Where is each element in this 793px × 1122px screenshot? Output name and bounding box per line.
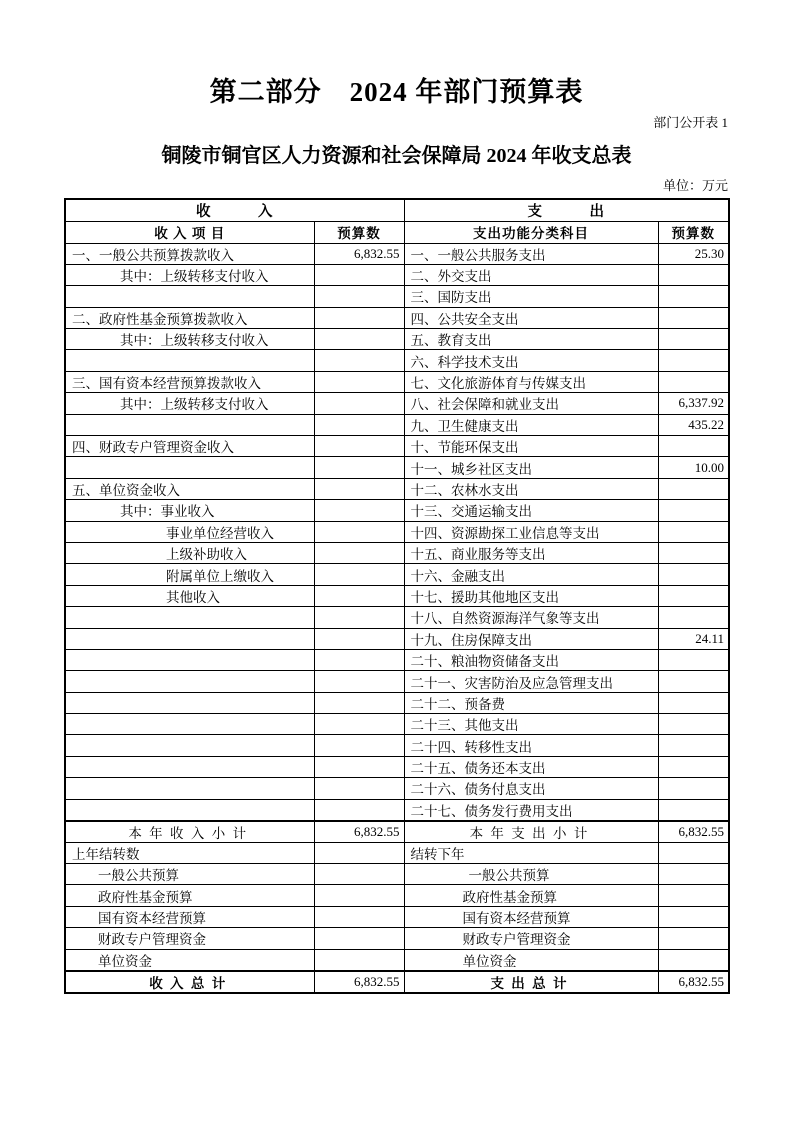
table-row [65, 393, 729, 414]
table-row [65, 928, 729, 949]
expense-budget-value: 6,832.55 [658, 821, 729, 843]
income-item-label: 单位资金 [65, 949, 314, 971]
income-item-label [65, 457, 314, 478]
unit-note: 单位：万元 [662, 178, 728, 193]
income-budget-value [314, 264, 404, 285]
income-budget-value [314, 564, 404, 585]
expense-budget-value [658, 329, 729, 350]
expense-budget-value [658, 585, 729, 606]
income-item-label [65, 286, 314, 307]
income-budget-value [314, 885, 404, 906]
income-item-label: 财政专户管理资金 [65, 928, 314, 949]
expense-item-label: 九、卫生健康支出 [404, 414, 658, 435]
expense-budget-value: 435.22 [658, 414, 729, 435]
expense-item-label: 十二、农林水支出 [404, 478, 658, 499]
table-row [65, 585, 729, 606]
table-row [65, 692, 729, 713]
expense-budget-value [658, 307, 729, 328]
expense-budget-value [658, 692, 729, 713]
income-budget-value [314, 842, 404, 863]
expense-item-header: 支出功能分类科目 [404, 222, 658, 244]
expense-budget-value [658, 778, 729, 799]
table-row [65, 607, 729, 628]
expense-budget-value [658, 607, 729, 628]
income-budget-value [314, 671, 404, 692]
income-item-label: 政府性基金预算 [65, 885, 314, 906]
expense-budget-value [658, 264, 729, 285]
income-item-label: 附属单位上缴收入 [65, 564, 314, 585]
table-section-header-row [65, 199, 729, 222]
income-item-label [65, 799, 314, 821]
expense-budget-value [658, 842, 729, 863]
income-item-label: 其中：事业收入 [65, 500, 314, 521]
income-item-label [65, 778, 314, 799]
income-budget-value [314, 436, 404, 457]
expense-budget-value [658, 564, 729, 585]
income-budget-value [314, 692, 404, 713]
income-item-label: 上级补助收入 [65, 542, 314, 563]
table-row [65, 542, 729, 563]
expense-budget-value [658, 949, 729, 971]
income-budget-value [314, 607, 404, 628]
table-row [65, 457, 729, 478]
income-item-label: 五、单位资金收入 [65, 478, 314, 499]
table-row [65, 714, 729, 735]
table-row [65, 371, 729, 392]
expense-item-label: 十七、援助其他地区支出 [404, 585, 658, 606]
expense-item-label: 本 年 支 出 小 计 [404, 821, 658, 843]
income-budget-value [314, 649, 404, 670]
income-item-label: 一般公共预算 [65, 864, 314, 885]
expense-budget-value [658, 478, 729, 499]
income-item-label: 上年结转数 [65, 842, 314, 863]
table-row [65, 821, 729, 843]
expense-budget-value [658, 500, 729, 521]
expense-budget-value: 25.30 [658, 243, 729, 264]
expense-item-label: 五、教育支出 [404, 329, 658, 350]
expense-item-label: 七、文化旅游体育与传媒支出 [404, 371, 658, 392]
table-row [65, 307, 729, 328]
expense-budget-value [658, 928, 729, 949]
expense-section-header: 支 出 [404, 199, 729, 222]
expense-budget-value [658, 671, 729, 692]
table-row [65, 414, 729, 435]
income-budget-value [314, 628, 404, 649]
income-budget-value: 6,832.55 [314, 243, 404, 264]
expense-item-label: 支 出 总 计 [404, 971, 658, 993]
income-budget-value [314, 350, 404, 371]
table-row [65, 649, 729, 670]
income-item-label [65, 692, 314, 713]
budget-table-body [65, 243, 729, 993]
income-item-label: 四、财政专户管理资金收入 [65, 436, 314, 457]
table-row [65, 243, 729, 264]
expense-item-label: 十八、自然资源海洋气象等支出 [404, 607, 658, 628]
table-row [65, 564, 729, 585]
income-budget-value [314, 329, 404, 350]
expense-item-label: 二十三、其他支出 [404, 714, 658, 735]
table-row [65, 521, 729, 542]
table-row [65, 264, 729, 285]
income-budget-value [314, 928, 404, 949]
table-row [65, 500, 729, 521]
expense-budget-value: 10.00 [658, 457, 729, 478]
expense-item-label: 十一、城乡社区支出 [404, 457, 658, 478]
expense-budget-value [658, 714, 729, 735]
income-item-label [65, 350, 314, 371]
expense-budget-value [658, 521, 729, 542]
income-item-label: 国有资本经营预算 [65, 906, 314, 927]
table-row [65, 778, 729, 799]
table-row [65, 735, 729, 756]
expense-item-label: 二十六、债务付息支出 [404, 778, 658, 799]
table-row [65, 628, 729, 649]
expense-budget-value [658, 735, 729, 756]
expense-budget-value [658, 799, 729, 821]
income-section-header: 收 入 [65, 199, 404, 222]
income-budget-value [314, 457, 404, 478]
income-budget-value [314, 393, 404, 414]
table-row [65, 885, 729, 906]
expense-budget-value [658, 864, 729, 885]
income-budget-value [314, 756, 404, 777]
page-title: 第二部分 2024 年部门预算表 [209, 77, 584, 107]
table-row [65, 799, 729, 821]
income-budget-value [314, 585, 404, 606]
expense-item-label: 十九、住房保障支出 [404, 628, 658, 649]
expense-item-label: 结转下年 [404, 842, 658, 863]
expense-item-label: 三、国防支出 [404, 286, 658, 307]
expense-item-label: 一、一般公共服务支出 [404, 243, 658, 264]
table-row [65, 842, 729, 863]
expense-budget-value [658, 286, 729, 307]
expense-item-label: 单位资金 [404, 949, 658, 971]
table-row [65, 329, 729, 350]
income-budget-value [314, 906, 404, 927]
expense-budget-value: 24.11 [658, 628, 729, 649]
income-budget-value [314, 542, 404, 563]
income-budget-value [314, 286, 404, 307]
income-budget-value [314, 371, 404, 392]
income-item-label: 本 年 收 入 小 计 [65, 821, 314, 843]
expense-budget-header: 预算数 [658, 222, 729, 244]
income-budget-value [314, 307, 404, 328]
expense-item-label: 十四、资源勘探工业信息等支出 [404, 521, 658, 542]
income-item-label: 其他收入 [65, 585, 314, 606]
expense-budget-value: 6,832.55 [658, 971, 729, 993]
table-row [65, 671, 729, 692]
expense-budget-value [658, 542, 729, 563]
income-item-label [65, 735, 314, 756]
expense-item-label: 八、社会保障和就业支出 [404, 393, 658, 414]
expense-item-label: 财政专户管理资金 [404, 928, 658, 949]
table-row [65, 286, 729, 307]
expense-item-label: 国有资本经营预算 [404, 906, 658, 927]
table-row [65, 756, 729, 777]
expense-budget-value [658, 436, 729, 457]
income-item-label: 二、政府性基金预算拨款收入 [65, 307, 314, 328]
expense-budget-value: 6,337.92 [658, 393, 729, 414]
expense-item-label: 政府性基金预算 [404, 885, 658, 906]
table-column-header-row [65, 222, 729, 244]
table-row [65, 971, 729, 993]
income-item-label: 其中：上级转移支付收入 [65, 393, 314, 414]
expense-item-label: 十六、金融支出 [404, 564, 658, 585]
income-budget-value [314, 799, 404, 821]
table-row [65, 906, 729, 927]
table-row [65, 478, 729, 499]
expense-item-label: 六、科学技术支出 [404, 350, 658, 371]
income-budget-value: 6,832.55 [314, 971, 404, 993]
income-item-label [65, 756, 314, 777]
table-row [65, 949, 729, 971]
income-item-label [65, 714, 314, 735]
expense-budget-value [658, 885, 729, 906]
expense-item-label: 十五、商业服务等支出 [404, 542, 658, 563]
expense-item-label: 二十五、债务还本支出 [404, 756, 658, 777]
income-item-label: 一、一般公共预算拨款收入 [65, 243, 314, 264]
expense-item-label: 十三、交通运输支出 [404, 500, 658, 521]
expense-budget-value [658, 350, 729, 371]
expense-item-label: 二十一、灾害防治及应急管理支出 [404, 671, 658, 692]
table-row [65, 350, 729, 371]
income-item-label: 收 入 总 计 [65, 971, 314, 993]
table-row [65, 864, 729, 885]
income-item-label: 其中：上级转移支付收入 [65, 264, 314, 285]
expense-budget-value [658, 906, 729, 927]
expense-budget-value [658, 756, 729, 777]
income-budget-value [314, 714, 404, 735]
income-item-label [65, 607, 314, 628]
income-item-label [65, 414, 314, 435]
expense-budget-value [658, 649, 729, 670]
income-item-label [65, 671, 314, 692]
income-budget-value [314, 735, 404, 756]
income-item-label: 其中：上级转移支付收入 [65, 329, 314, 350]
expense-item-label: 四、公共安全支出 [404, 307, 658, 328]
table-row [65, 436, 729, 457]
table-label: 部门公开表 1 [653, 115, 728, 130]
expense-item-label: 二十七、债务发行费用支出 [404, 799, 658, 821]
expense-item-label: 二、外交支出 [404, 264, 658, 285]
income-item-label: 事业单位经营收入 [65, 521, 314, 542]
income-item-header: 收 入 项 目 [65, 222, 314, 244]
income-budget-value [314, 949, 404, 971]
expense-item-label: 二十、粮油物资储备支出 [404, 649, 658, 670]
income-item-label: 三、国有资本经营预算拨款收入 [65, 371, 314, 392]
income-item-label [65, 649, 314, 670]
expense-item-label: 二十二、预备费 [404, 692, 658, 713]
income-item-label [65, 628, 314, 649]
income-budget-value [314, 778, 404, 799]
budget-table [64, 198, 730, 994]
income-budget-value [314, 478, 404, 499]
org-title: 铜陵市铜官区人力资源和社会保障局 2024 年收支总表 [161, 145, 632, 167]
expense-item-label: 十、节能环保支出 [404, 436, 658, 457]
expense-item-label: 二十四、转移性支出 [404, 735, 658, 756]
income-budget-value [314, 864, 404, 885]
income-budget-value: 6,832.55 [314, 821, 404, 843]
expense-item-label: 一般公共预算 [404, 864, 658, 885]
income-budget-value [314, 521, 404, 542]
expense-budget-value [658, 371, 729, 392]
income-budget-value [314, 500, 404, 521]
income-budget-header: 预算数 [314, 222, 404, 244]
income-budget-value [314, 414, 404, 435]
